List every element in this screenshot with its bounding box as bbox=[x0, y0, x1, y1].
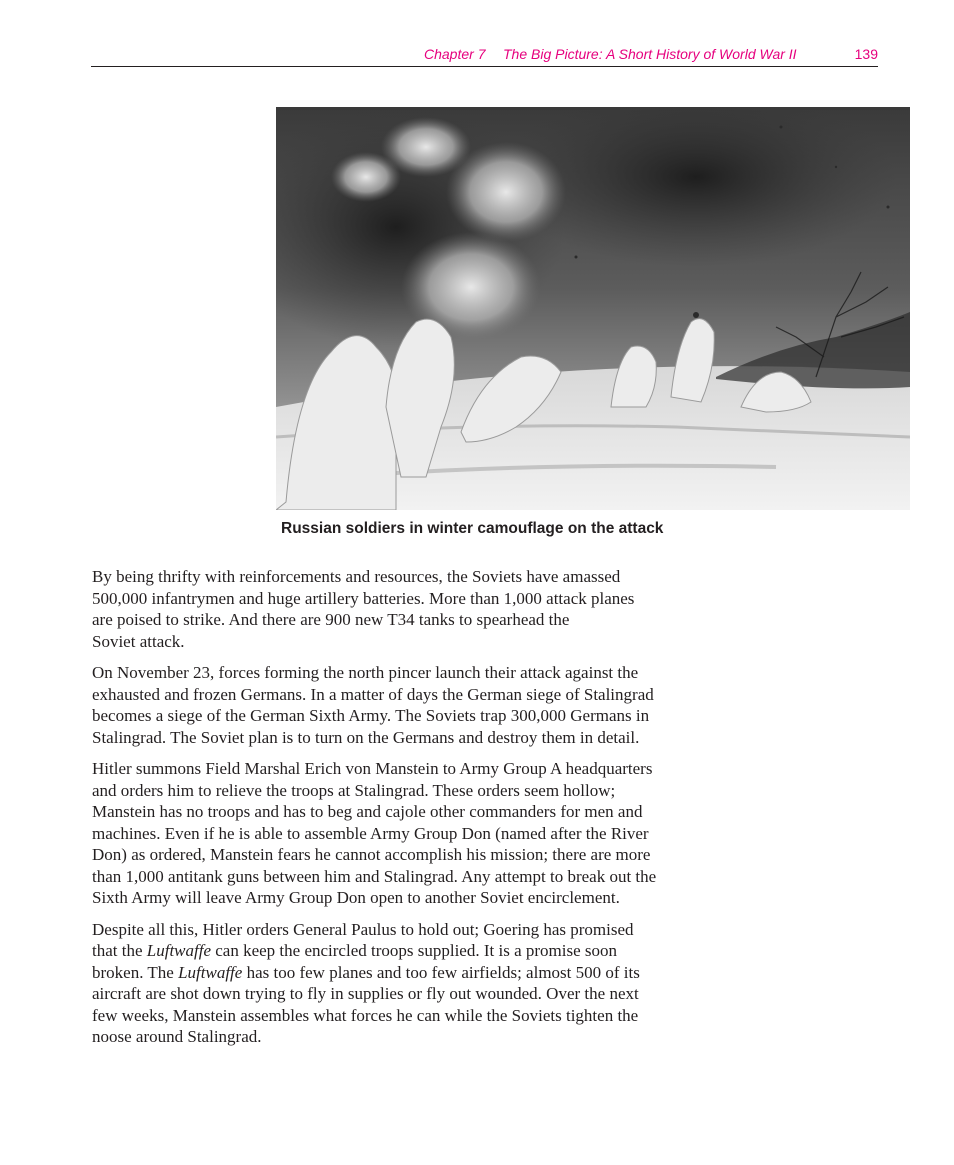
page-number: 139 bbox=[854, 46, 878, 62]
text-run: can keep the encircled troops supplied. It is a promise soon bbox=[211, 941, 617, 960]
text-line: are poised to strike. And there are 900 new T34 tanks to spearhead the bbox=[92, 610, 570, 629]
figure-caption: Russian soldiers in winter camouflage on the attack bbox=[281, 520, 664, 537]
text-line: machines. Even if he is able to assemble Army Group Don (named after the River bbox=[92, 823, 649, 843]
body-text bbox=[92, 566, 732, 1058]
text-line: Manstein has no troops and has to beg and cajole other commanders for men and bbox=[92, 802, 643, 821]
paragraph bbox=[92, 662, 732, 748]
text-line: By being thrifty with reinforcements and resources, the Soviets have amassed bbox=[92, 567, 621, 586]
paragraph bbox=[92, 758, 732, 909]
text-run: has too few planes and too few airfields; almost 500 of its bbox=[242, 962, 640, 982]
text-line: Sixth Army will leave Army Group Don open to another Soviet encirclement. bbox=[92, 888, 620, 907]
text-line bbox=[92, 962, 732, 984]
text-line: Stalingrad. The Soviet plan is to turn on the Germans and destroy them in detail. bbox=[92, 727, 640, 747]
text-line: Don) as ordered, Manstein fears he cannot accomplish his mission; there are more bbox=[92, 845, 651, 864]
chapter-label: Chapter 7 bbox=[424, 46, 486, 62]
text-line: On November 23, forces forming the north pincer launch their attack against the bbox=[92, 663, 639, 682]
text-line: 500,000 infantrymen and huge artillery batteries. More than 1,000 attack planes bbox=[92, 588, 635, 608]
running-head bbox=[91, 44, 878, 67]
text-run: broken. The bbox=[92, 962, 179, 982]
text-line: than 1,000 antitank guns between him and Stalingrad. Any attempt to break out the bbox=[92, 866, 657, 886]
text-run: that the bbox=[92, 941, 147, 960]
text-line bbox=[92, 940, 732, 962]
text-line: noose around Stalingrad. bbox=[92, 1027, 262, 1046]
text-line: becomes a siege of the German Sixth Army. The Soviets trap 300,000 Germans in bbox=[92, 706, 650, 725]
photo-soviet-soldiers bbox=[276, 107, 910, 510]
text-line: Soviet attack. bbox=[92, 631, 185, 651]
book-title: The Big Picture: A Short History of World War II bbox=[503, 46, 797, 62]
italic-term: Luftwaffe bbox=[178, 962, 243, 982]
italic-term: Luftwaffe bbox=[146, 941, 211, 960]
paragraph bbox=[92, 919, 732, 1048]
text-line: few weeks, Manstein assembles what forces he can while the Soviets tighten the bbox=[92, 1005, 639, 1025]
text-line: Hitler summons Field Marshal Erich von Manstein to Army Group A headquarters bbox=[92, 759, 653, 778]
paragraph bbox=[92, 566, 732, 652]
text-line: aircraft are shot down trying to fly in supplies or fly out wounded. Over the next bbox=[92, 984, 639, 1003]
text-line: Despite all this, Hitler orders General Paulus to hold out; Goering has promised bbox=[92, 919, 634, 939]
text-line: exhausted and frozen Germans. In a matter of days the German siege of Stalingrad bbox=[92, 684, 654, 704]
text-line: and orders him to relieve the troops at Stalingrad. These orders seem hollow; bbox=[92, 780, 616, 800]
